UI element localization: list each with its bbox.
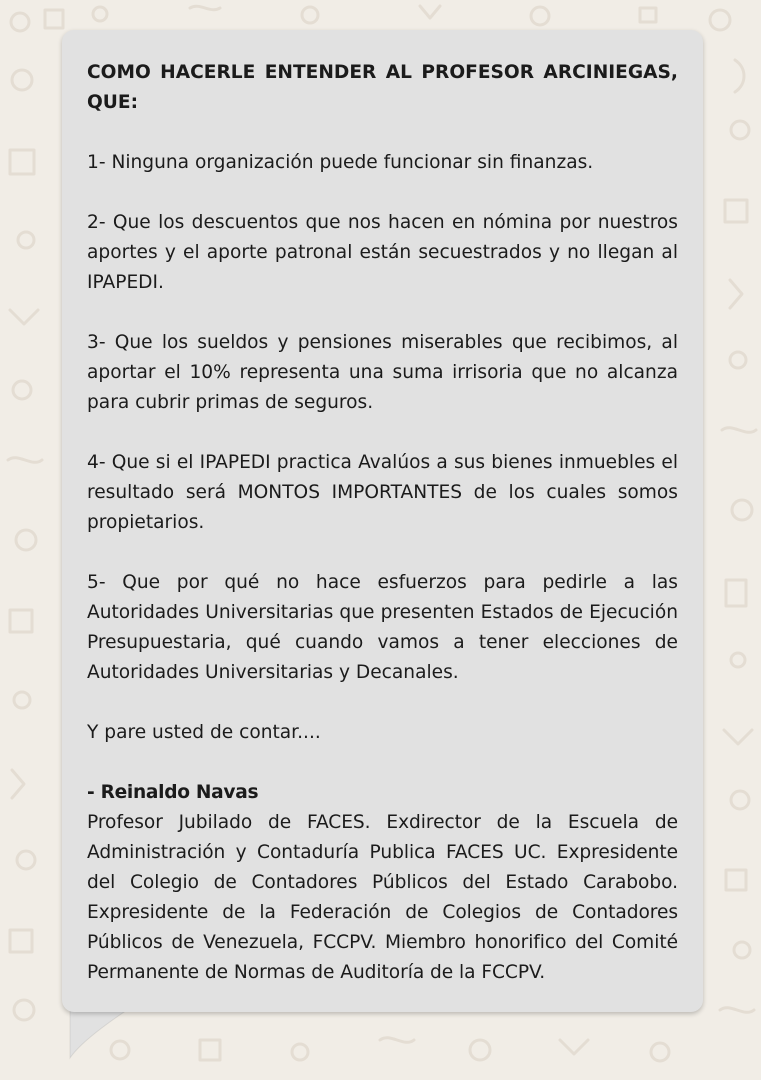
point-5: 5- Que por qué no hace esfuerzos para pedirle a las Autoridades Universitarias que presenten Estados de Ejecución Presupuestaria, qué cuando vamos a tener elecciones de Autoridades Universitarias y Decanales. [87,572,678,683]
point-1: 1- Ninguna organización puede funcionar sin finanzas. [87,152,594,173]
point-2: 2- Que los descuentos que nos hacen en nómina por nuestros aportes y el aporte patronal están secuestrados y no llegan al IPAPEDI. [87,212,678,293]
message-title: COMO HACERLE ENTENDER AL PROFESOR ARCINIEGAS, QUE: [87,62,678,113]
author-name: - Reinaldo Navas [87,782,259,803]
message-text [87,58,678,988]
point-4: 4- Que si el IPAPEDI practica Avalúos a sus bienes inmuebles el resultado será MONTOS IMPORTANTES de los cuales somos propietarios. [87,452,678,533]
author-bio: Profesor Jubilado de FACES. Exdirector de la Escuela de Administración y Contaduría Publica FACES UC. Expresidente del Colegio de Contadores Públicos del Estado Carabobo. Expresidente de la Federación de Colegios de Contadores Públicos de Venezuela, FCCPV. Miembro honorifico del Comité Permanente de Normas de Auditoría de la FCCPV. [87,812,678,983]
point-3: 3- Que los sueldos y pensiones miserables que recibimos, al aportar el 10% representa una suma irrisoria que no alcanza para cubrir primas de seguros. [87,332,678,413]
closing-line: Y pare usted de contar.... [87,722,321,743]
